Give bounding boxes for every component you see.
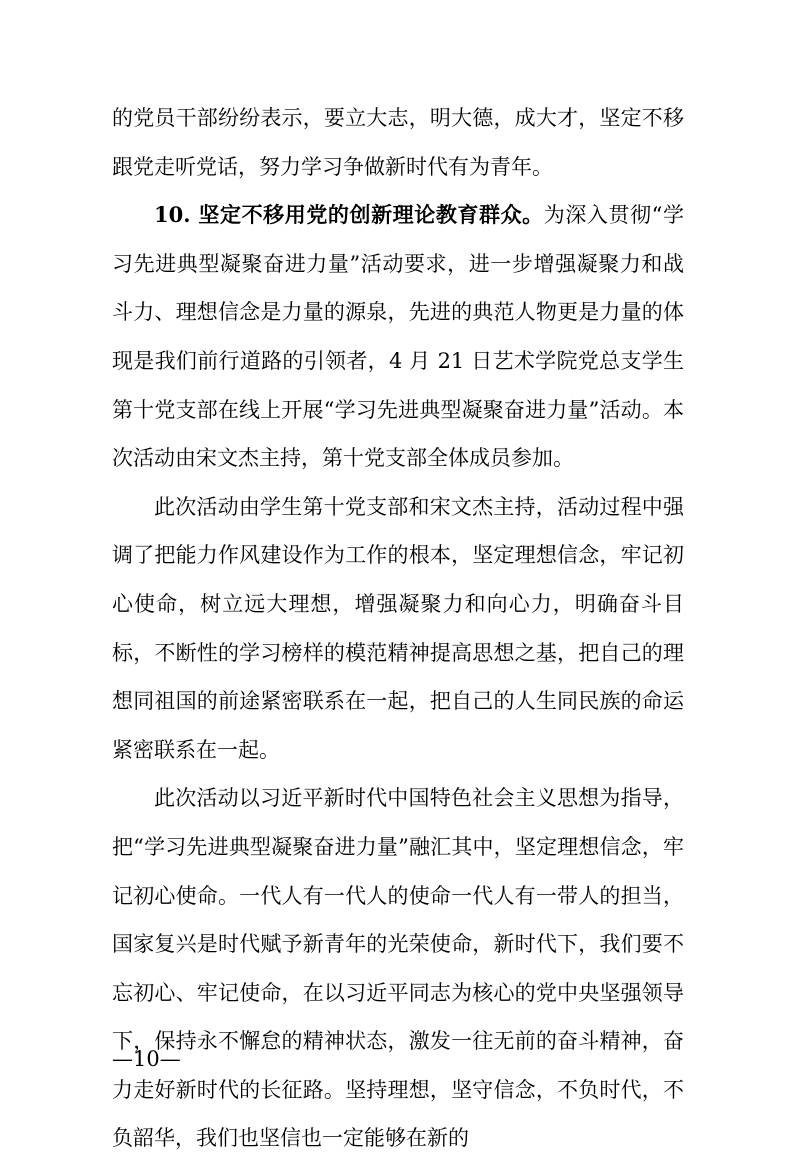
paragraph-text: 为深入贯彻“学习先进典型凝聚奋进力量”活动要求，进一步增强凝聚力和战斗力、理想信念是力量的源泉，先进的典范人物更是力量的体现是我们前行道路的引领者，4 月 21 日艺术学院党总支学生第十党支部在线上开展“学习先进典型凝聚奋进力量”活动。本次活动由宋文杰主持，第十党支部全体成员参加。 [112,203,684,471]
paragraph-text: 此次活动以习近平新时代中国特色社会主义思想为指导，把“学习先进典型凝聚奋进力量”融汇其中，坚定理想信念，牢记初心使命。一代人有一代人的使命一代人有一带人的担当，国家复兴是时代赋予新青年的光荣使命，新时代下，我们要不忘初心、牢记使命，在以习近平同志为核心的党中央坚强领导下，保持永不懈怠的精神状态，激发一往无前的奋斗精神，奋力走好新时代的长征路。坚持理想，坚守信念，不负时代，不负韶华，我们也坚信也一定能够在新的 [112,786,684,1151]
paragraph-text: 此次活动由学生第十党支部和宋文杰主持，活动过程中强调了把能力作风建设作为工作的根本，坚定理想信念，牢记初心使命，树立远大理想，增强凝聚力和向心力，明确奋斗目标，不断性的学习榜样的模范精神提高思想之基，把自己的理想同祖国的前途紧密联系在一起，把自己的人生同民族的命运紧密联系在一起。 [112,494,684,762]
section-heading: 10. 坚定不移用党的创新理论教育群众。 [154,202,544,228]
body-text [112,94,684,1163]
paragraph-continuation [112,94,684,191]
paragraph-activity-guidance [112,774,684,1163]
paragraph-text: 的党员干部纷纷表示，要立大志，明大德，成大才，坚定不移跟党走听党话，努力学习争做新时代有为青年。 [112,106,684,179]
paragraph-activity-process [112,483,684,775]
page-number: —10— [112,1047,181,1071]
paragraph-section-10 [112,191,684,483]
